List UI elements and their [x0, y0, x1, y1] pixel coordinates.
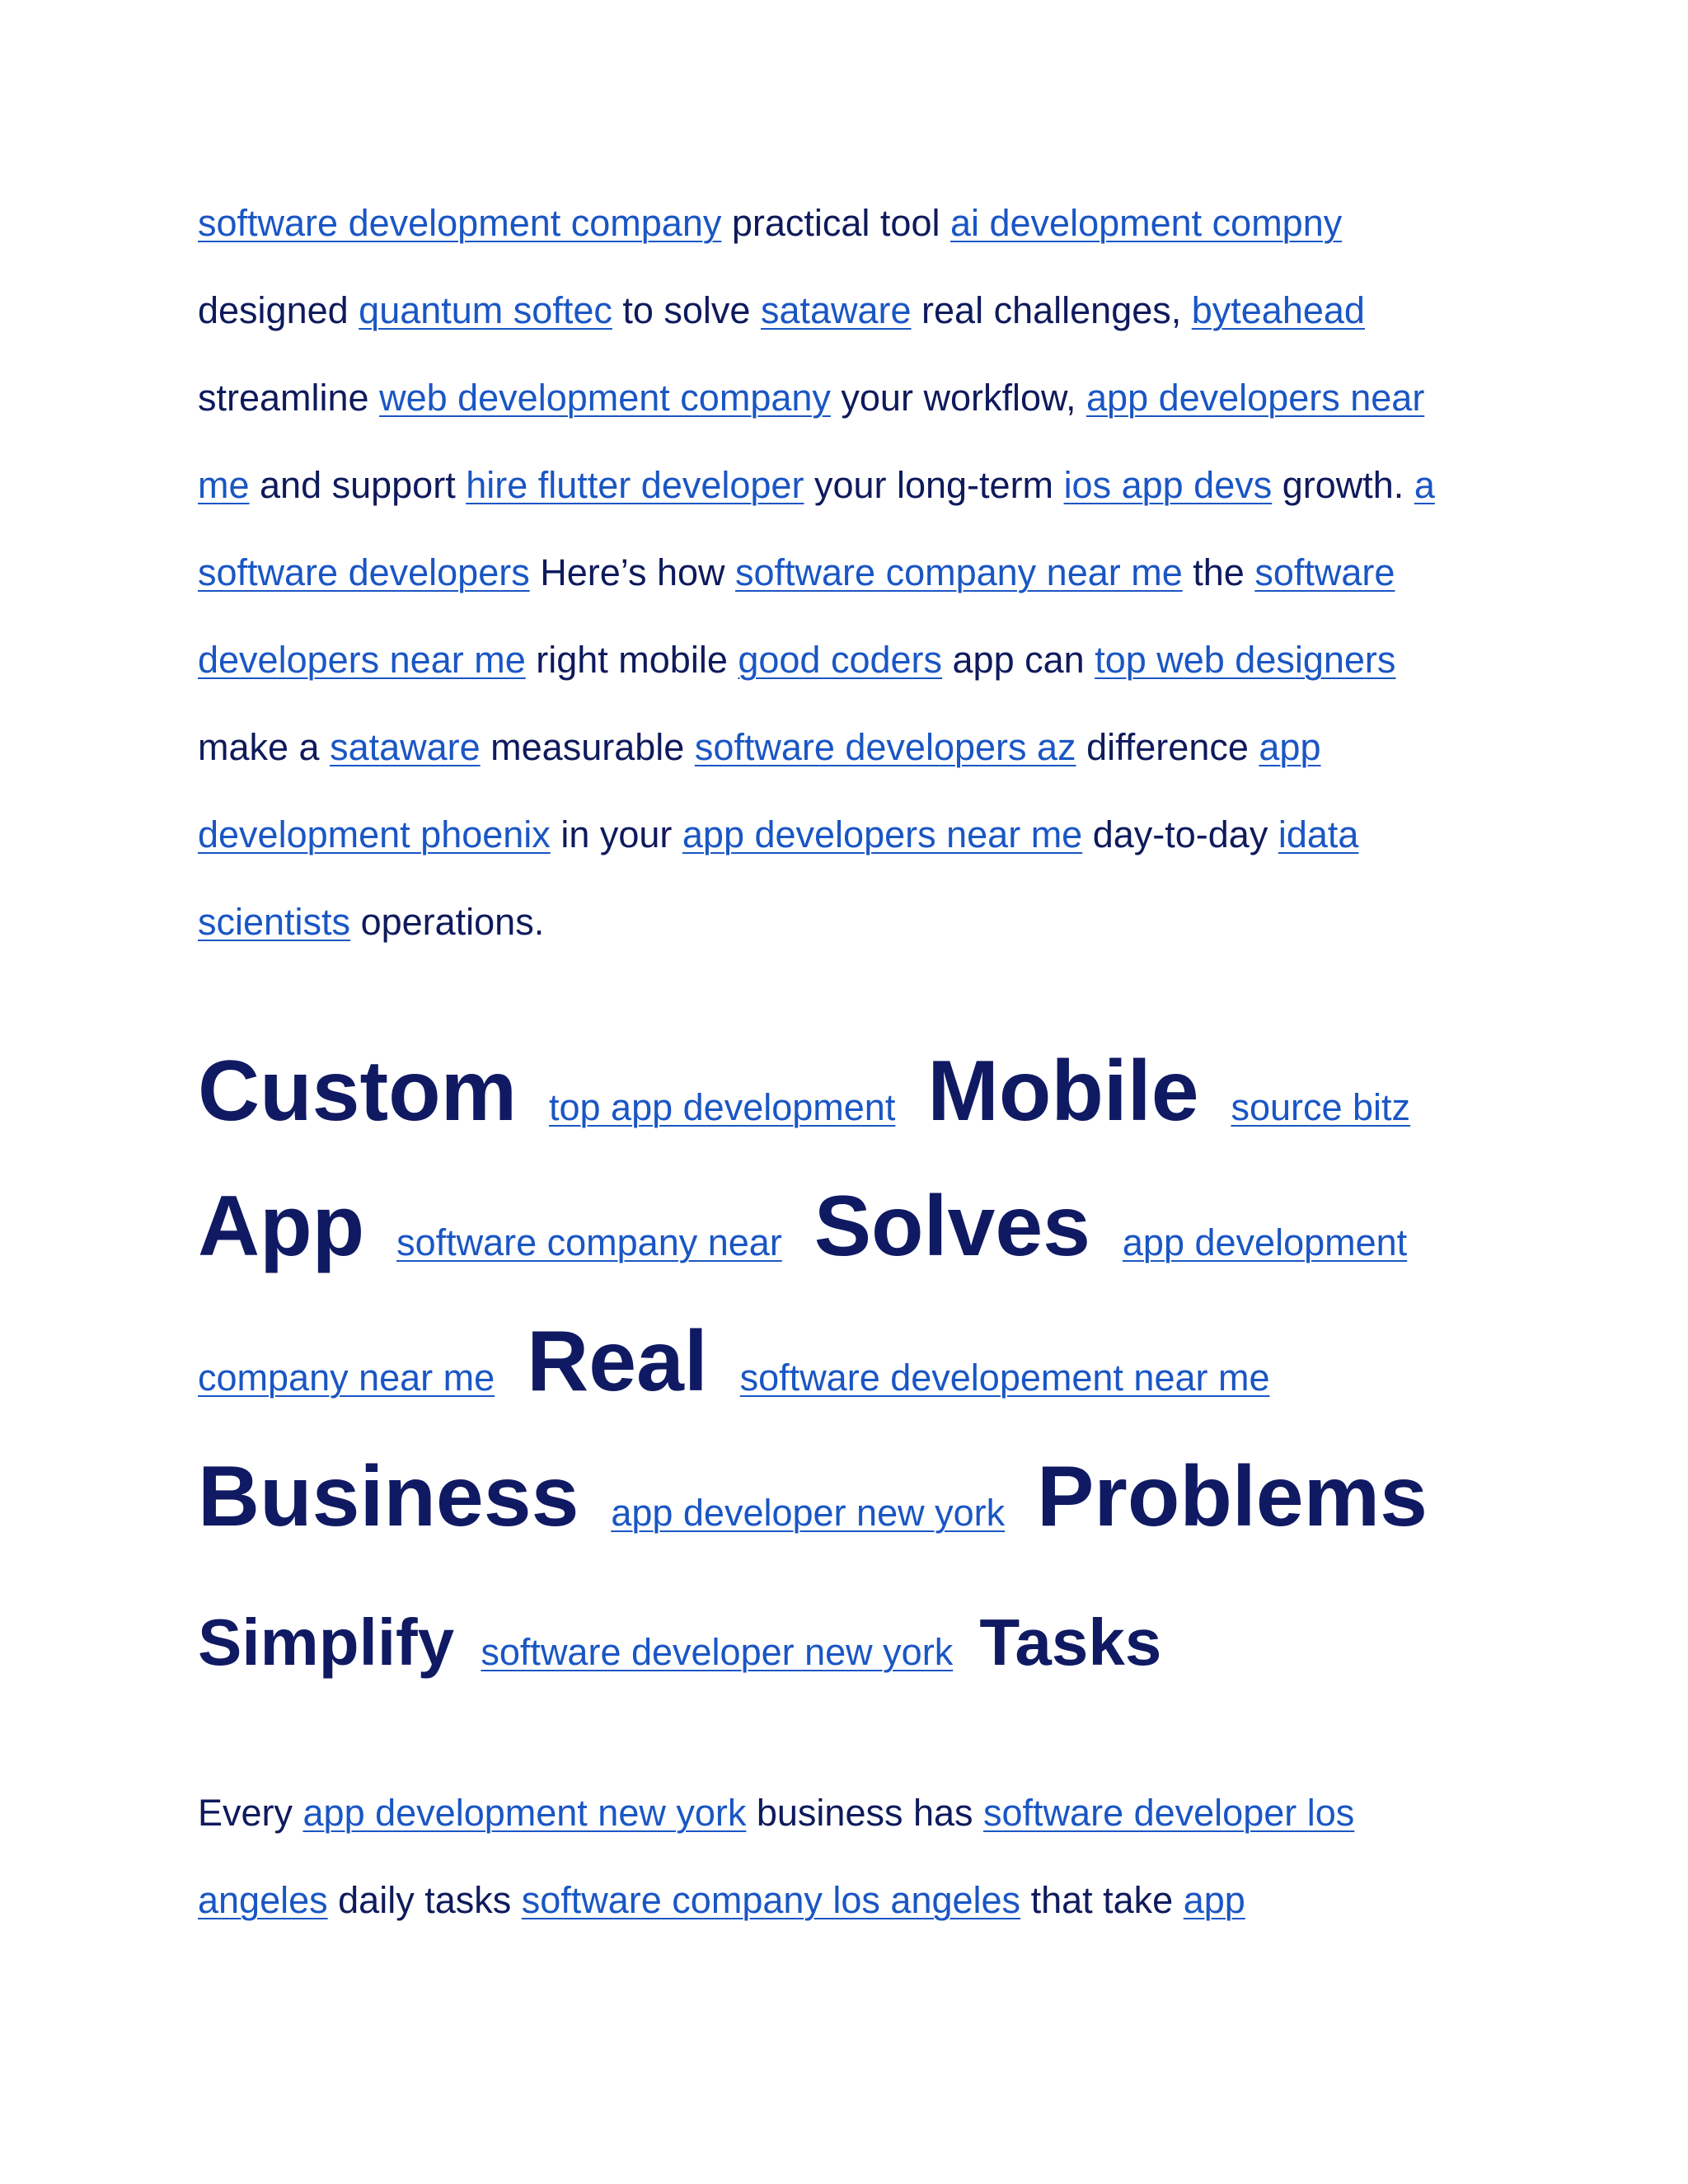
text-link[interactable]: top app development: [549, 1086, 896, 1128]
text-run: difference: [1076, 726, 1259, 768]
text-run: make a: [198, 726, 331, 768]
text-run: the: [1182, 551, 1255, 593]
text-link[interactable]: app development phoenix: [198, 726, 1321, 855]
text-run: app can: [942, 639, 1095, 681]
text-link[interactable]: web development company: [379, 377, 831, 419]
text-run: day-to-day: [1082, 813, 1278, 855]
text-run: App: [198, 1179, 389, 1274]
text-run: that take: [1020, 1879, 1184, 1921]
text-link[interactable]: software developement near me: [739, 1357, 1270, 1399]
text-run: measurable: [480, 726, 695, 768]
text-link[interactable]: hire flutter developer: [466, 464, 804, 506]
text-run: Here’s how: [529, 551, 735, 593]
text-link[interactable]: quantum softec: [359, 289, 612, 331]
text-link[interactable]: a software developers: [198, 464, 1435, 593]
text-link[interactable]: app development company near me: [198, 1221, 1408, 1399]
text-link[interactable]: software company near: [396, 1221, 782, 1263]
text-run: streamline: [198, 377, 380, 419]
main-heading: [198, 1032, 1517, 1572]
text-link[interactable]: byteahead: [1191, 289, 1365, 331]
text-link[interactable]: software developers near me: [198, 551, 1395, 681]
text-link[interactable]: good coders: [738, 639, 943, 681]
text-run: growth.: [1272, 464, 1414, 506]
text-run: designed: [198, 289, 359, 331]
text-run: daily tasks: [327, 1879, 522, 1921]
sub-heading: [198, 1597, 1517, 1698]
text-run: your workflow,: [830, 377, 1087, 419]
text-link[interactable]: top web designers: [1095, 639, 1396, 681]
text-link[interactable]: software company near me: [735, 551, 1183, 593]
text-link[interactable]: app developers near me: [198, 377, 1425, 506]
text-run: operations.: [350, 901, 545, 943]
text-link[interactable]: app developers near me: [682, 813, 1083, 855]
text-run: Simplify: [198, 1605, 473, 1679]
text-link[interactable]: idata scientists: [198, 813, 1359, 943]
text-run: Mobile: [903, 1043, 1223, 1139]
text-run: Solves: [790, 1179, 1114, 1274]
text-run: in your: [550, 813, 682, 855]
text-run: right mobile: [525, 639, 738, 681]
text-run: your long-term: [804, 464, 1064, 506]
text-link[interactable]: app: [1183, 1879, 1245, 1921]
text-run: Every: [198, 1792, 303, 1834]
text-link[interactable]: software company los angeles: [521, 1879, 1021, 1921]
text-link[interactable]: ios app devs: [1063, 464, 1273, 506]
text-run: practical tool: [721, 202, 950, 244]
text-run: business has: [746, 1792, 984, 1834]
text-link[interactable]: app developer new york: [611, 1492, 1006, 1534]
text-run: Custom: [198, 1043, 541, 1139]
text-link[interactable]: software developer new york: [481, 1631, 954, 1673]
text-run: real challenges,: [911, 289, 1192, 331]
text-run: Problems: [1013, 1449, 1428, 1544]
text-link[interactable]: ai development compny: [950, 202, 1343, 244]
intro-paragraph: [198, 180, 1484, 966]
text-link[interactable]: app development new york: [302, 1792, 747, 1834]
body-paragraph: [198, 1769, 1484, 1944]
text-run: to solve: [612, 289, 761, 331]
text-run: Tasks: [961, 1605, 1162, 1679]
text-link[interactable]: software developer los angeles: [198, 1792, 1355, 1921]
text-run: Business: [198, 1449, 603, 1544]
text-run: and support: [249, 464, 467, 506]
text-run: Real: [503, 1314, 732, 1409]
text-link[interactable]: sataware: [330, 726, 481, 768]
text-link[interactable]: sataware: [760, 289, 912, 331]
text-link[interactable]: software development company: [198, 202, 722, 244]
text-link[interactable]: source bitz: [1231, 1086, 1411, 1128]
text-link[interactable]: software developers az: [694, 726, 1076, 768]
